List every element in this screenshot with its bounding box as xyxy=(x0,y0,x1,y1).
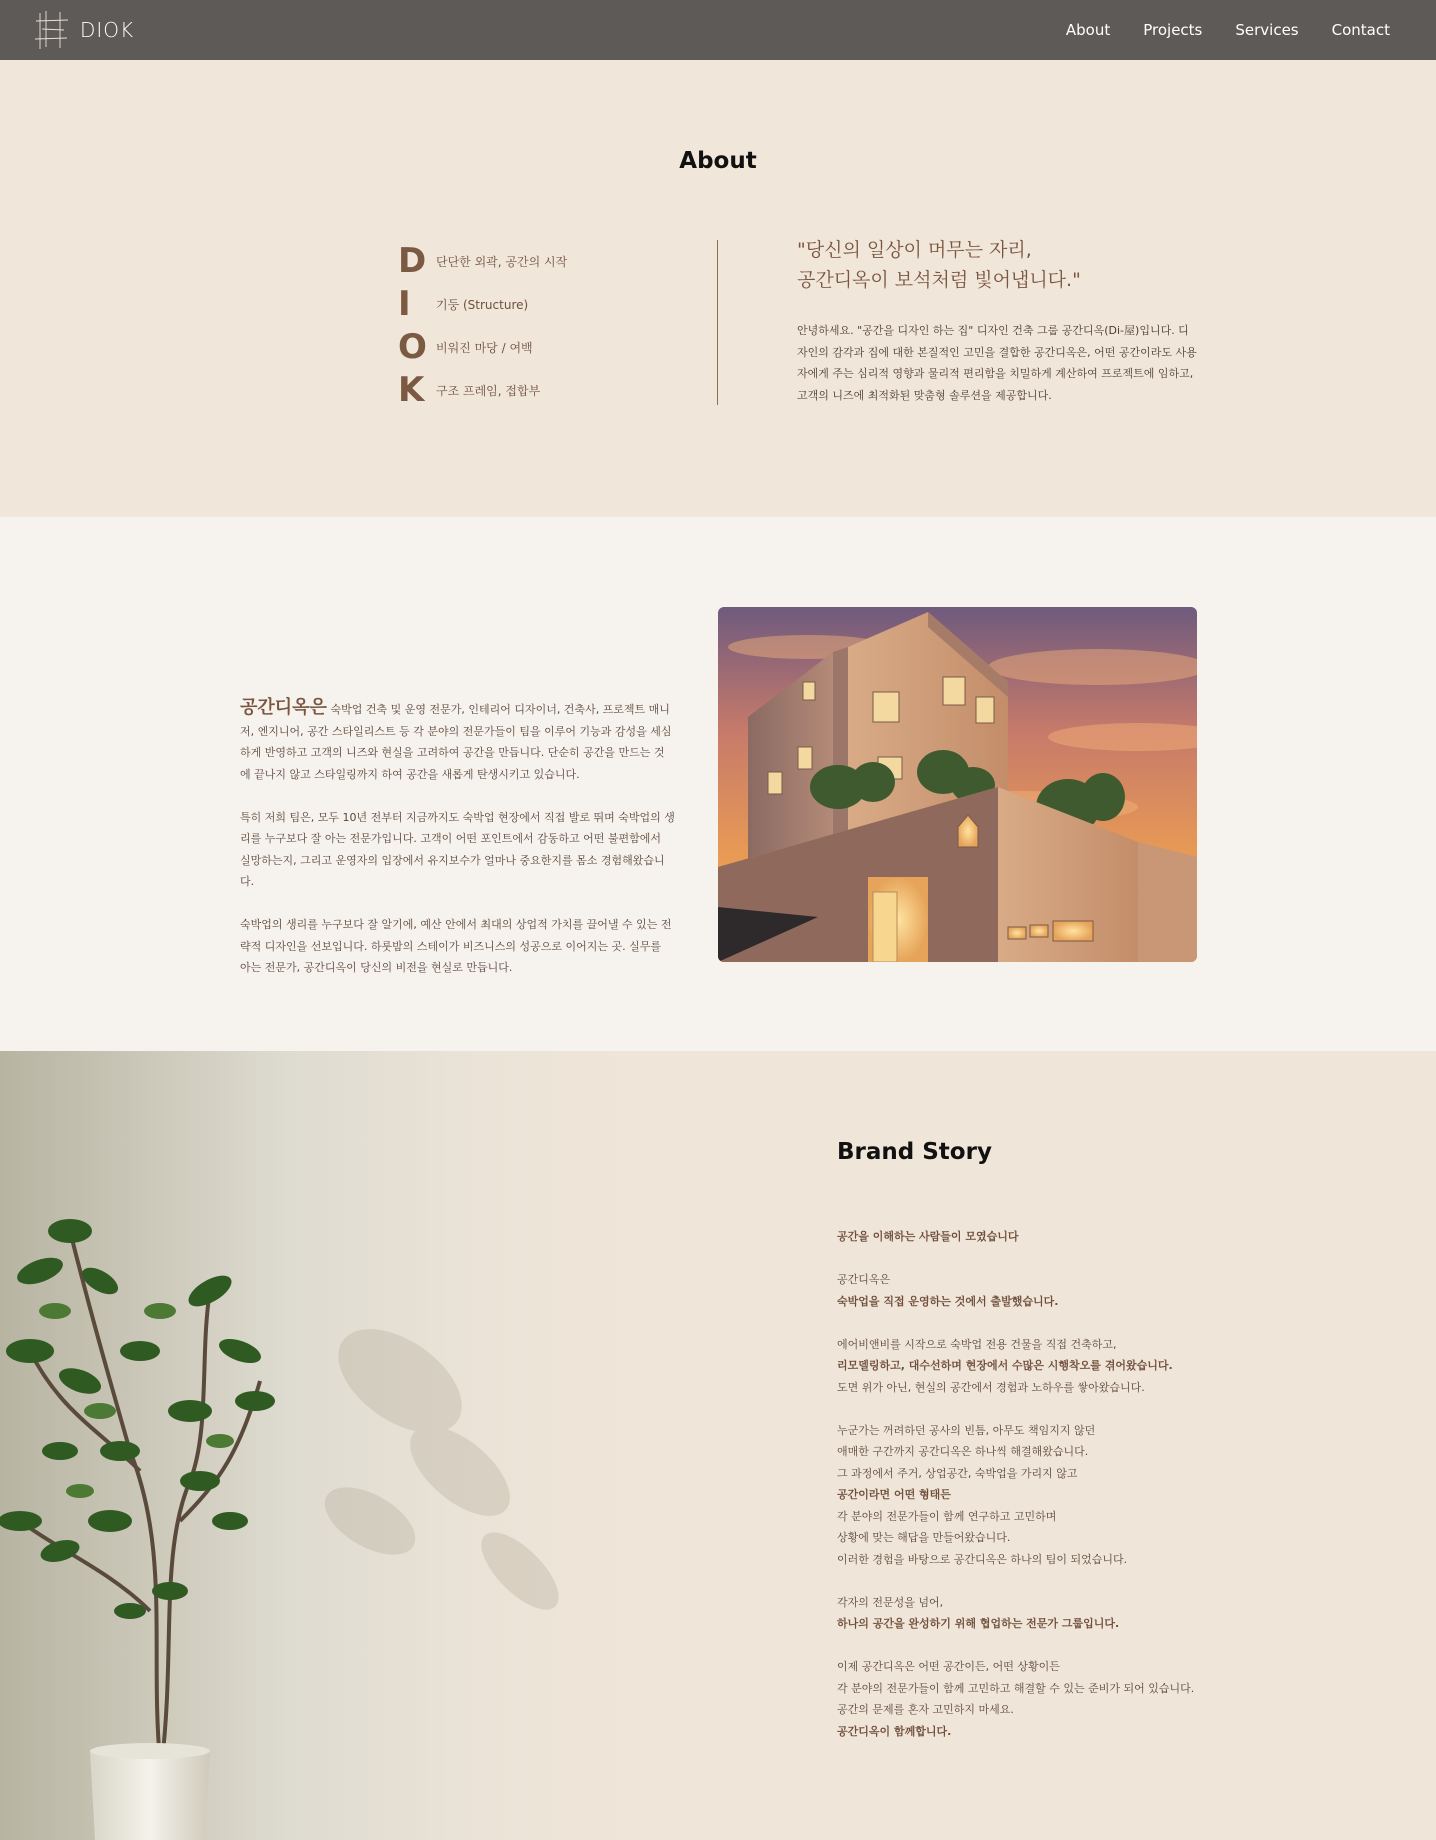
plant-illustration xyxy=(0,1051,640,1840)
brand-story-section xyxy=(0,1051,1436,1840)
brand-story-line: 이러한 경험을 바탕으로 공간디옥은 하나의 팀이 되었습니다. xyxy=(837,1552,1128,1566)
brand-story-line: 공간의 문제를 혼자 고민하지 마세요. xyxy=(837,1703,1014,1716)
diok-desc: 단단한 외곽, 공간의 시작 xyxy=(436,255,568,269)
building-photo xyxy=(718,607,1197,962)
brand-story-line: 하나의 공간을 완성하기 위해 협업하는 전문가 그룹입니다. xyxy=(837,1617,1120,1630)
site-header xyxy=(0,0,1436,60)
brand-story-line: 리모델링하고, 대수선하며 현장에서 수많은 시행착오를 겪어왔습니다. xyxy=(837,1359,1173,1372)
brand-story-line: 누군가는 꺼려하던 공사의 빈틈, 아무도 책임지지 않던 xyxy=(837,1423,1096,1437)
diok-letter: K xyxy=(398,370,425,410)
plant-photo xyxy=(0,1051,640,1840)
brand-story-paragraph xyxy=(837,1269,1257,1312)
vertical-divider xyxy=(717,240,718,405)
diok-desc: 비워진 마당 / 여백 xyxy=(436,341,533,355)
brand-story-paragraph xyxy=(837,1420,1257,1571)
diok-desc: 기둥 (Structure) xyxy=(436,298,529,312)
brand-story-title: Brand Story xyxy=(837,1139,992,1165)
company-brand-name: 공간디옥은 xyxy=(240,697,327,718)
company-text xyxy=(240,697,675,1000)
brand-story-line: 이제 공간디옥은 어떤 공간이든, 어떤 상황이든 xyxy=(837,1660,1060,1673)
about-title: About xyxy=(679,148,757,174)
quote-line: "당신의 일상이 머무는 자리, xyxy=(797,239,1032,261)
brand-story-paragraph xyxy=(837,1592,1257,1635)
about-quote xyxy=(797,235,1197,295)
about-paragraph: 안녕하세요. "공간을 디자인 하는 집" 디자인 건축 그룹 공간디옥(Di-屋)입니다. 디자인의 감각과 집에 대한 본질적인 고민을 결합한 공간디옥은, 어떤 공간이라도 사용자에게 주는 심리적 영향과 물리적 편리함을 치밀하게 계산하여 프로젝트에 임하고, 고객의 니즈에 최적화된 맞춤형 솔루션을 제공합니다. xyxy=(797,324,1197,402)
logo-mark-icon xyxy=(34,9,74,51)
brand-story-line: 공간디옥은 xyxy=(837,1273,891,1286)
brand-story-line: 공간을 이해하는 사람들이 모였습니다 xyxy=(837,1230,1019,1243)
brand-story-line: 각 분야의 전문가들이 함께 고민하고 해결할 수 있는 준비가 되어 있습니다. xyxy=(837,1681,1195,1695)
diok-letter: O xyxy=(398,327,427,367)
nav-services[interactable]: Services xyxy=(1235,21,1299,39)
brand-story-line: 공간디옥이 함께합니다. xyxy=(837,1724,952,1738)
brand-story-text xyxy=(837,1226,1257,1764)
about-section xyxy=(0,60,1436,517)
brand-story-line: 각자의 전문성을 넘어, xyxy=(837,1595,944,1609)
nav-projects[interactable]: Projects xyxy=(1143,21,1203,39)
logo[interactable] xyxy=(34,9,134,51)
main-nav xyxy=(1066,21,1390,39)
brand-story-paragraph xyxy=(837,1656,1257,1742)
nav-about[interactable]: About xyxy=(1065,21,1111,39)
building-illustration xyxy=(718,607,1197,962)
brand-story-paragraph xyxy=(837,1334,1257,1399)
diok-desc: 구조 프레임, 접합부 xyxy=(436,384,541,398)
company-paragraph-2: 특히 저희 팀은, 모두 10년 전부터 지금까지도 숙박업 현장에서 직접 발로 뛰며 숙박업의 생리를 누구보다 잘 아는 전문가입니다. 고객이 어떤 포인트에서 감동하고 어떤 불편함에서 실망하는지, 그리고 운영자의 입장에서 유지보수가 얼마나 중요한지를 몸소 경험해왔습니다. xyxy=(240,810,675,888)
nav-contact[interactable]: Contact xyxy=(1331,21,1390,39)
quote-line: 공간디옥이 보석처럼 빛어냅니다." xyxy=(797,269,1081,291)
brand-story-paragraph xyxy=(837,1226,1257,1248)
diok-letter: D xyxy=(398,241,427,281)
logo-text: DIOK xyxy=(80,18,135,42)
brand-story-line: 상황에 맞는 해답을 만들어왔습니다. xyxy=(837,1531,1011,1544)
brand-story-line: 공간이라면 어떤 형태든 xyxy=(837,1488,951,1501)
brand-story-line: 에어비앤비를 시작으로 숙박업 전용 건물을 직접 건축하고, xyxy=(837,1337,1117,1351)
company-paragraph-3: 숙박업의 생리를 누구보다 잘 알기에, 예산 안에서 최대의 상업적 가치를 끌어낼 수 있는 전략적 디자인을 선보입니다. 하룻밤의 스테이가 비즈니스의 성공으로 이어지는 곳. 실무를 아는 전문가, 공간디옥이 당신의 비전을 현실로 만듭니다. xyxy=(240,918,672,974)
brand-story-line: 숙박업을 직접 운영하는 것에서 출발했습니다. xyxy=(837,1294,1059,1308)
company-paragraph-1 xyxy=(240,697,675,785)
company-paragraph-1-text: 숙박업 건축 및 운영 전문가, 인테리어 디자이너, 건축사, 프로젝트 매니저, 엔지니어, 공간 스타일리스트 등 각 분야의 전문가들이 팀을 이루어 기능과 감성을 세심하게 반영하고 고객의 니즈와 현실을 고려하여 공간을 만듭니다. 단순히 공간을 만드는 것에 끝나지 않고 스타일링까지 하여 공간을 새롭게 탄생시키고 있습니다. xyxy=(240,703,672,781)
company-section xyxy=(0,517,1436,1051)
brand-story-line: 애매한 구간까지 공간디옥은 하나씩 해결해왔습니다. xyxy=(837,1445,1089,1458)
brand-story-line: 각 분야의 전문가들이 함께 연구하고 고민하며 xyxy=(837,1509,1057,1523)
brand-story-line: 도면 위가 아닌, 현실의 공간에서 경험과 노하우를 쌓아왔습니다. xyxy=(837,1380,1145,1394)
diok-letter: I xyxy=(398,284,411,324)
brand-story-line: 그 과정에서 주거, 상업공간, 숙박업을 가리지 않고 xyxy=(837,1466,1078,1480)
